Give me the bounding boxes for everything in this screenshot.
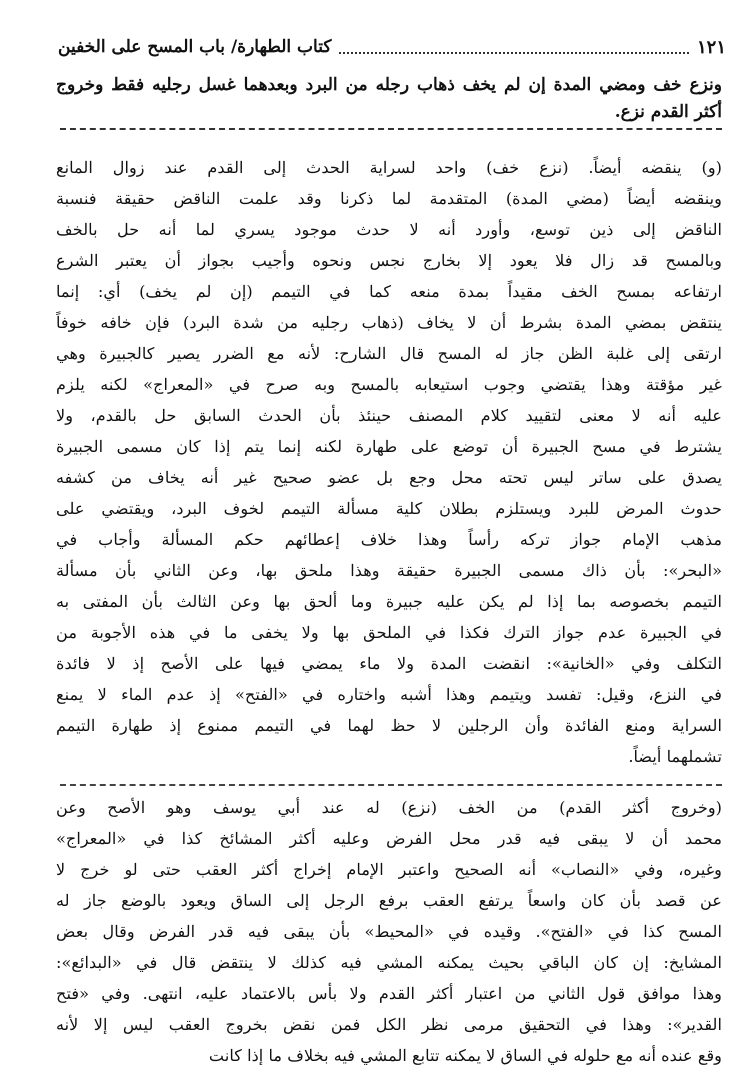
matn-text xyxy=(56,72,722,126)
commentary-line: وبالمسح قد زال فلا يعود إلا بخارج نجس ونحوه وأجيب بجواز أن يعتبر الشرع xyxy=(56,251,722,270)
commentary-line: عن قصد بأن كان واسعاً يرتفع العقب برفع الرجل إلى الساق ويعود بالوضع جاز له xyxy=(56,891,722,910)
commentary-line: حدوث المرض للبرد ويستلزم بطلان كلية مسألة التيمم لخوف البرد، ويقتضي على xyxy=(56,499,722,518)
commentary-line: المشايخ: إن كان الباقي بحيث يمكنه المشي فيه كذلك لا ينتقض قال في «البدائع»: xyxy=(56,953,722,972)
commentary-line: وهذا موافق قول الثاني من اعتبار أكثر القدم ولا بأس بالاعتماد عليه، انتهى. وفي «فتح xyxy=(56,984,722,1003)
matn-sentence: ونزع خف ومضي المدة إن لم يخف ذهاب رجله من البرد وبعدهما غسل رجليه فقط وخروج أكثر القدم نزع. xyxy=(56,75,722,122)
commentary-line: الناقض إلى ذين توسع، وأورد أنه لا حدث موجود يسري لما أنه حل بالخف xyxy=(56,220,722,239)
commentary-line: (وخروج أكثر القدم) من الخف (نزع) له عند أبي يوسف وهو الأصح وعن xyxy=(56,798,722,817)
commentary-line: التيمم بخصوصه بما إذا لم يكن عليه جبيرة وما ألحق بها وعن الثالث بأن المفتى به xyxy=(56,592,722,611)
commentary-line: وغيره، وفي «النصاب» أنه الصحيح واعتبر الإمام إخراج أكثر العقب حتى لو خرج لا xyxy=(56,860,722,879)
commentary-line: التكلف وفي «الخانية»: انقضت المدة ولا ماء يمضي فيها على الأصح إذ لا فائدة xyxy=(56,654,722,673)
commentary-line: (و) ينقضه أيضاً. (نزع خف) واحد لسراية الحدث إلى القدم عند زوال المانع xyxy=(56,158,722,177)
commentary-line: وينقضه أيضاً (مضي المدة) المتقدمة لما ذكرنا وقد علمت الناقض حقيقة فنسبة xyxy=(56,189,722,208)
commentary-line: «البحر»: بأن ذاك مسمى الجبيرة حقيقة وهذا ملحق بها، وعن الثاني بأن مسألة xyxy=(56,561,722,580)
running-header xyxy=(58,34,726,60)
commentary-line: وقع عنده أنه مع حلوله في الساق لا يمكنه تتابع المشي فيه بخلاف ما إذا كانت xyxy=(208,1046,722,1065)
commentary-line: محمد أن لا يبقى فيه قدر محل الفرض وعليه أكثر المشائخ كذا في «المعراج» xyxy=(56,829,722,848)
commentary-line: القدير»: وهذا في التحقيق مرمى نظر الكل فمن نقض بخروج العقب ليس إلا لأنه xyxy=(56,1015,722,1034)
commentary-line: يشترط في مسح الجبيرة أن توضع على طهارة لكنه إنما يتم إذا كان مسمى الجبيرة xyxy=(56,437,722,456)
commentary-line: المسح كذا في «الفتح». وقيده في «المحيط» بأن يبقى فيه قدر الفرض وقال بعض xyxy=(56,922,722,941)
page-number: ١٢١ xyxy=(696,36,726,58)
commentary-line: غير مؤقتة وهذا يقتضي وجوب استيعابه بالمسح وبه صرح في «المعراج» لكنه يلزم xyxy=(56,375,722,394)
commentary-line: تشملهما أيضاً. xyxy=(628,747,722,766)
matn-separator xyxy=(60,128,722,130)
commentary-line: مذهب الإمام جواز تركه رأساً وهذا خلاف إعطائهم حكم المسألة وأجاب في xyxy=(56,530,722,549)
commentary-separator xyxy=(60,784,722,786)
commentary-line: ارتقى إلى غلبة الظن جاز له المسح قال الشارح: لأنه مع الضرر يصير كالجبيرة وهي xyxy=(56,344,722,363)
commentary-block-2 xyxy=(56,792,722,1071)
commentary-line: في الجبيرة عدم جواز الترك فكذا في الملحق بها ولا يخفى ما في هذه الأجوبة من xyxy=(56,623,722,642)
commentary-line: السراية ومنع الفائدة وأن الرجلين لا حظ لهما في التيمم ممنوع إذ طهارة التيمم xyxy=(56,716,722,735)
commentary-block-1 xyxy=(56,152,722,772)
commentary-line: عليه أنه لا معنى لتقييد كلام المصنف حينئذ بأن الحدث السابق حل بالقدم، ولا xyxy=(56,406,722,425)
commentary-line: يصدق على ساتر ليس تحته محل وجع بل عضو صحيح غير أنه يخاف من كشفه xyxy=(56,468,722,487)
commentary-line: ارتفاعه بمسح الخف مقيداً بمدة منعه كما في التيمم (إن لم يخف) أي: إنما xyxy=(56,282,722,301)
chapter-title: كتاب الطهارة/ باب المسح على الخفين xyxy=(58,37,332,57)
dotted-leader xyxy=(339,40,689,54)
commentary-line: في النزع، وقيل: تفسد ويتيمم وهذا أشبه واختاره في «الفتح» إذ عدم الماء لا يمنع xyxy=(56,685,722,704)
commentary-line: ينتقض بمضي المدة بشرط أن لا يخاف (ذهاب رجليه من شدة البرد) فإن خافه خوفاً xyxy=(56,313,722,332)
